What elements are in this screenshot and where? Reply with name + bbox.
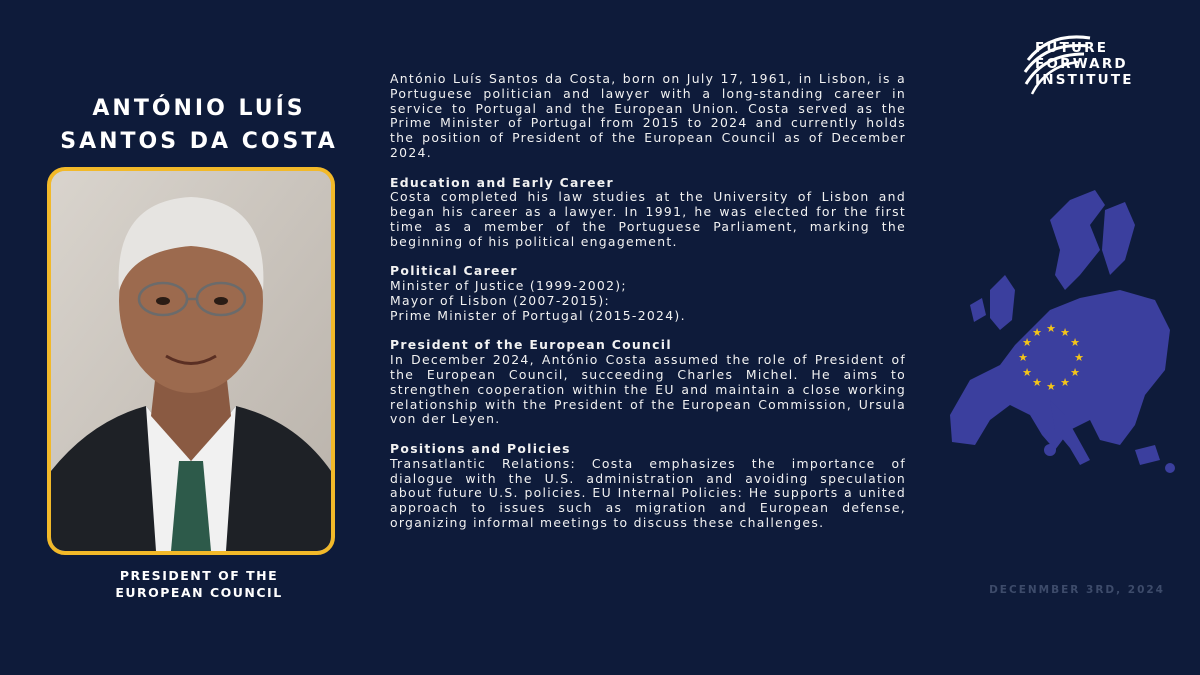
political-item: Mayor of Lisbon (2007-2015): <box>390 292 610 308</box>
political-item: Minister of Justice (1999-2002); <box>390 278 627 294</box>
person-name-line2: SANTOS DA COSTA <box>60 129 338 154</box>
svg-text:★: ★ <box>1070 366 1080 379</box>
president-heading: President of the European Council <box>390 337 672 353</box>
person-name-line1: ANTÓNIO LUÍS <box>92 96 306 121</box>
education-section <box>390 176 906 250</box>
svg-text:★: ★ <box>1060 376 1070 389</box>
svg-text:★: ★ <box>1022 366 1032 379</box>
education-text: Costa completed his law studies at the University of Lisbon and began his career as a lawyer. In 1991, he was elected for the first time as a member of the Portuguese Parliament, marking the beginning of his political engagement. <box>390 189 906 249</box>
president-section <box>390 338 906 427</box>
biography <box>390 72 906 531</box>
person-role <box>40 567 358 601</box>
political-item: Prime Minister of Portugal (2015-2024). <box>390 307 686 323</box>
positions-section <box>390 442 906 531</box>
bio-intro: António Luís Santos da Costa, born on July 17, 1961, in Lisbon, is a Portuguese politician and lawyer with a long-standing career in service to Portugal and the European Union. Costa served as the Prime Minister of Portugal from 2015 to 2024 and currently holds the position of President of the European Council as of December 2024. <box>390 71 906 160</box>
publication-date: DECENMBER 3RD, 2024 <box>989 584 1165 596</box>
political-section <box>390 264 906 323</box>
positions-heading: Positions and Policies <box>390 440 571 456</box>
svg-text:★: ★ <box>1018 351 1028 364</box>
political-heading: Political Career <box>390 263 518 279</box>
svg-text:★: ★ <box>1074 351 1084 364</box>
education-heading: Education and Early Career <box>390 174 614 190</box>
logo-line2: FORWARD <box>1035 56 1128 72</box>
svg-text:★: ★ <box>1046 380 1056 393</box>
logo-line1: FUTURE <box>1035 40 1109 56</box>
svg-text:★: ★ <box>1022 336 1032 349</box>
institute-logo-text <box>1035 40 1134 88</box>
portrait-photo <box>47 167 335 555</box>
svg-text:★: ★ <box>1070 336 1080 349</box>
svg-text:★: ★ <box>1046 322 1056 335</box>
person-name <box>40 92 358 158</box>
person-role-line1: PRESIDENT OF THE <box>119 568 279 583</box>
svg-text:★: ★ <box>1032 376 1042 389</box>
person-role-line2: EUROPEAN COUNCIL <box>115 585 283 600</box>
positions-text: Transatlantic Relations: Costa emphasizes the importance of dialogue with the U.S. administration and avoiding speculation about future U.S. policies. EU Internal Policies: He supports a united approach to issues such as migration and European defense, organizing informal meetings to discuss these challenges. <box>390 455 906 530</box>
svg-text:★: ★ <box>1032 326 1042 339</box>
svg-text:★: ★ <box>1060 326 1070 339</box>
president-text: In December 2024, António Costa assumed the role of President of the European Council, succeeding Charles Michel. He aims to strengthen cooperation within the EU and maintain a close working relationship with the President of the European Commission, Ursula von der Leyen. <box>390 352 906 427</box>
eu-map-icon <box>930 180 1195 480</box>
logo-line3: INSTITUTE <box>1035 72 1134 88</box>
